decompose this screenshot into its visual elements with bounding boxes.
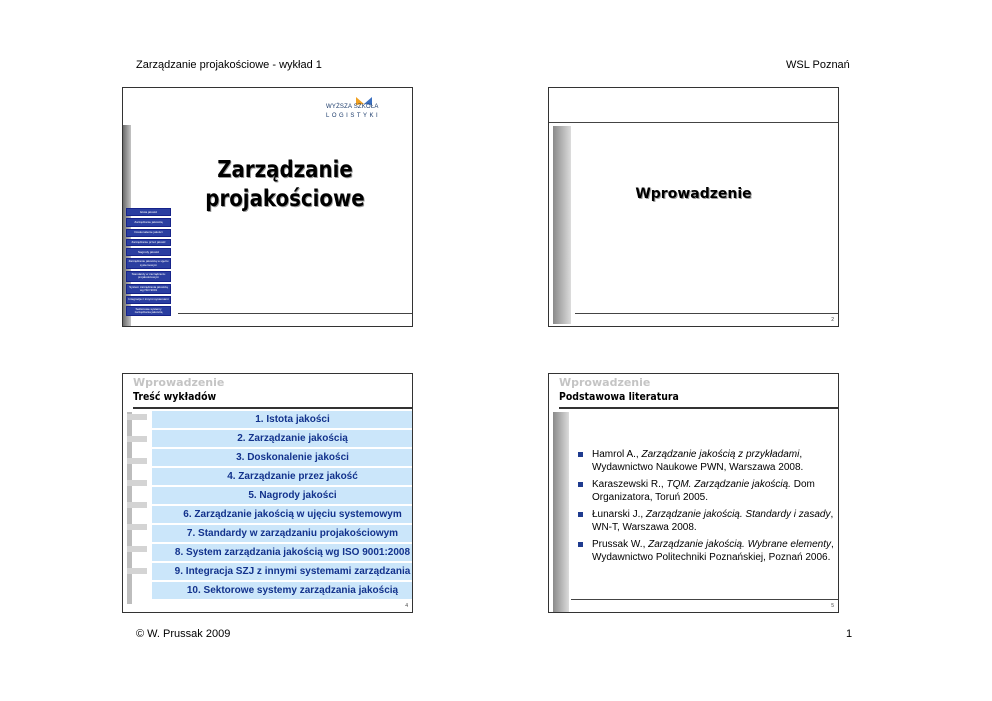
lecture-item: 6. Zarządzanie jakością w ujęciu systemowym bbox=[152, 506, 413, 523]
lecture-list bbox=[152, 411, 413, 601]
page-footer-left: © W. Prussak 2009 bbox=[136, 628, 231, 640]
ref-author: Karaszewski R., bbox=[592, 479, 667, 490]
lecture-item: 3. Doskonalenie jakości bbox=[152, 449, 413, 466]
lecture-item: 1. Istota jakości bbox=[152, 411, 413, 428]
decor-bar bbox=[553, 412, 569, 612]
slide-title-line2: projakościowe bbox=[205, 186, 365, 212]
bullet-square-icon bbox=[578, 482, 583, 487]
slide-3 bbox=[122, 373, 413, 613]
ref-publisher: , WN-T, Warszawa 2008. bbox=[592, 509, 834, 533]
heading-rule bbox=[133, 407, 412, 409]
reference-item bbox=[578, 448, 839, 474]
section-heading: Wprowadzenie bbox=[559, 376, 651, 389]
lecture-item: 4. Zarządzanie przez jakość bbox=[152, 468, 413, 485]
bullet-square-icon bbox=[578, 542, 583, 547]
logo-text-line2: LOGISTYKI bbox=[326, 113, 381, 119]
logo-mark-icon bbox=[326, 96, 406, 124]
slide-title: Wprowadzenie bbox=[635, 186, 752, 202]
ref-publisher: Dom Organizatora, Toruń 2005. bbox=[592, 479, 815, 503]
page-header-right: WSL Poznań bbox=[786, 59, 850, 71]
reference-item bbox=[578, 478, 839, 504]
slide-4 bbox=[548, 373, 839, 613]
lecture-item: 8. System zarządzania jakością wg ISO 9001:2008 bbox=[152, 544, 413, 561]
slide-number: 4 bbox=[405, 603, 408, 609]
ref-author: Hamrol A., bbox=[592, 449, 642, 460]
lecture-item: 9. Integracja SZJ z innymi systemami zarządzania bbox=[152, 563, 413, 580]
heading-rule bbox=[559, 407, 838, 409]
page-header-left: Zarządzanie projakościowe - wykład 1 bbox=[136, 59, 322, 71]
decor-bar bbox=[553, 126, 571, 324]
slide-subtitle: Treść wykładów bbox=[133, 390, 217, 403]
slide-bottom-rule bbox=[178, 313, 412, 314]
bullet-square-icon bbox=[578, 452, 583, 457]
slide-1 bbox=[122, 87, 413, 327]
section-heading: Wprowadzenie bbox=[133, 376, 225, 389]
lecture-item: 10. Sektorowe systemy zarządzania jakością bbox=[152, 582, 413, 599]
nav-item: Doskonalenie jakości bbox=[126, 229, 171, 237]
reference-list bbox=[578, 448, 839, 568]
nav-item: Integracja z innymi systemami bbox=[126, 296, 171, 303]
bullet-square-icon bbox=[578, 512, 583, 517]
ref-publisher: , Wydawnictwo Politechniki Poznańskiej, Poznań 2006. bbox=[592, 539, 834, 563]
slide-number: 2 bbox=[831, 317, 834, 323]
nav-item: Sektorowe systemy zarządzania jakością bbox=[126, 306, 171, 317]
ref-title: TQM. Zarządzanie jakością. bbox=[666, 479, 791, 490]
reference-item bbox=[578, 508, 839, 534]
nav-item: Istota jakości bbox=[126, 208, 171, 216]
ref-author: Łunarski J., bbox=[592, 509, 646, 520]
slide-number: 5 bbox=[831, 603, 834, 609]
ref-author: Prussak W., bbox=[592, 539, 649, 550]
nav-item: Zarządzanie jakością bbox=[126, 218, 171, 226]
slide-title-line1: Zarządzanie bbox=[217, 157, 353, 183]
ref-publisher: , Wydawnictwo Naukowe PWN, Warszawa 2008. bbox=[592, 449, 804, 473]
nav-item: System zarządzania jakością wg ISO 9001 bbox=[126, 284, 171, 295]
ref-title: Zarządzanie jakością. Wybrane elementy bbox=[648, 539, 831, 550]
lecture-item: 2. Zarządzanie jakością bbox=[152, 430, 413, 447]
logo-text-line1: WYŻSZA SZKOŁA bbox=[326, 104, 379, 110]
slide-bottom-rule bbox=[575, 313, 838, 314]
reference-item bbox=[578, 538, 839, 564]
ref-title: Zarządzanie jakością z przykładami bbox=[641, 449, 800, 460]
slide-title bbox=[199, 156, 371, 214]
slide-bottom-rule bbox=[571, 599, 838, 600]
nav-item: Zarządzanie przez jakość bbox=[126, 239, 171, 246]
slide-subtitle: Podstawowa literatura bbox=[559, 390, 679, 403]
nav-item: Zarządzanie jakością w ujęciu systemowym bbox=[126, 258, 171, 269]
slide-top-rule bbox=[549, 122, 838, 123]
slide-2 bbox=[548, 87, 839, 327]
topic-nav bbox=[126, 208, 171, 318]
nav-item: Nagrody jakości bbox=[126, 248, 171, 256]
nav-item: Standardy w zarządzaniu projakościowym bbox=[126, 271, 171, 282]
page-footer-right: 1 bbox=[846, 628, 853, 640]
ref-title: Zarządzanie jakością. Standardy i zasady bbox=[645, 509, 831, 520]
decor-ticks bbox=[127, 414, 147, 604]
lecture-item: 7. Standardy w zarządzaniu projakościowym bbox=[152, 525, 413, 542]
lecture-item: 5. Nagrody jakości bbox=[152, 487, 413, 504]
school-logo bbox=[326, 96, 406, 124]
